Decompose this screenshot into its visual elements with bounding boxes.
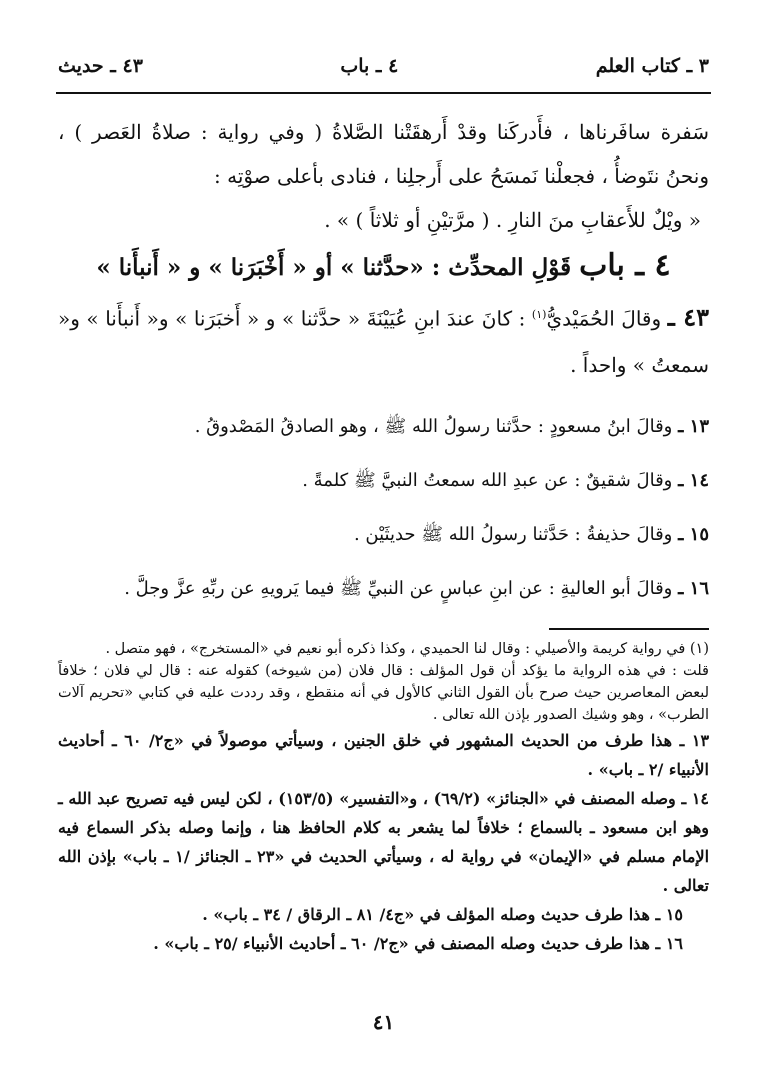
hadith-15-text: وقالَ حذيفةُ : حَدَّثنا رسولُ الله ﷺ حديثَيْن . <box>353 523 673 545</box>
hadith-13-text: وقالَ ابنُ مسعودٍ : حدَّثنا رسولُ الله ﷺ ، وهو الصادقُ المَصْدوقُ . <box>194 415 673 437</box>
hadith-14 <box>58 466 709 496</box>
header-chapter: ٤ ـ باب <box>340 55 399 77</box>
header-divider <box>56 92 711 94</box>
hadith-text-rest: : كانَ عندَ ابنِ عُيَيْنَةَ « حدَّثنا » و « أَخبَرَنا » و« أَنبأَنا » و« سمعتُ » واحداً . <box>58 306 709 377</box>
hadith-14-number: ١٤ ـ <box>678 469 709 491</box>
commentary-16: ١٦ ـ هذا طرف حديث وصله المصنف في «ج٢/ ٦٠ ـ أحاديث الأنبياء /٢٥ ـ باب» . <box>153 934 683 953</box>
footnotes-section <box>58 638 709 958</box>
main-text <box>58 110 709 604</box>
hadith-13 <box>58 412 709 442</box>
hadith-14-text: وقالَ شقيقٌ : عن عبدِ الله سمعتُ النبيَّ ﷺ كلمةً . <box>302 469 673 491</box>
page-number: ٤١ <box>372 1010 395 1034</box>
hadith-continuation: سَفرة سافَرناها ، فأَدركَنا وقدْ أَرهقَتْنا الصَّلاةُ ( وفي رواية : صلاةُ العَصر ) ، ونحنُ نتَوضأُ ، فجعلْنا نَمسَحُ على أَرجلِنا ، فنادى بأعلى صوْتِه : <box>58 120 709 188</box>
footnote-divider <box>549 628 709 630</box>
hadith-13-number: ١٣ ـ <box>678 415 709 437</box>
chapter-title: قَوْلِ المحدِّث : «حدَّثنا » أو « أَخْبَرَنا » و « أَنبأَنا » <box>96 254 572 281</box>
hadith-15-number: ١٥ ـ <box>678 523 709 545</box>
running-header <box>58 46 709 86</box>
header-hadith: ٤٣ ـ حديث <box>58 55 143 77</box>
footnote-marker: (١) <box>531 308 547 321</box>
hadith-16-number: ١٦ ـ <box>678 577 709 599</box>
hadith-number: ٤٣ ـ <box>667 302 710 332</box>
hadith-43 <box>58 292 709 388</box>
footnote-1: (١) في رواية كريمة والأصيلي : وقال لنا الحميدي ، وكذا ذكره أبو نعيم في «المستخرج» ، فهو متصل . <box>105 641 709 657</box>
chapter-number: ٤ ـ باب <box>579 248 671 283</box>
hadith-quote: « ويْلٌ للأَعقابِ منَ النارِ . ( مرَّتيْنِ أو ثلاثاً ) » . <box>324 208 701 232</box>
chapter-heading <box>58 242 709 292</box>
commentary-15: ١٥ ـ هذا طرف حديث وصله المؤلف في «ج٤/ ٨١ ـ الرقاق / ٣٤ ـ باب» . <box>202 905 683 924</box>
hadith-16 <box>58 574 709 604</box>
commentary-14: ١٤ ـ وصله المصنف في «الجنائز» (٦٩/٢) ، و«التفسير» (١٥٣/٥) ، لكن ليس فيه تصريح عبد الله ـ وهو ابن مسعود ـ بالسماع ؛ خلافاً لما يشعر به كلام الحافظ هنا ، وإنما وصله بذكر السماع فيه الإمام مسلم في «الإيمان» في رواية له ، وسيأتي الحديث في «٢٣ ـ الجنائز /١ ـ باب» بإذن الله تعالى . <box>58 789 710 895</box>
footnote-note: قلت : في هذه الرواية ما يؤكد أن قول المؤلف : قال فلان (من شيوخه) كقوله عنه : قال لي فلان ؛ خلافاً لبعض المعاصرين حيث صرح بأن القول الثاني كالأول في أنه منقطع ، وقد رددت عليه في كتابي «تحريم آلات الطرب» ، وهو وشيك الصدور بإذن الله تعالى . <box>58 663 709 723</box>
hadith-15 <box>58 520 709 550</box>
hadith-16-text: وقالَ أبو العاليةِ : عن ابنِ عباسٍ عن النبيِّ ﷺ فيما يَرويهِ عن ربِّهِ عزَّ وجلَّ . <box>124 577 673 599</box>
header-book-title: ٣ ـ كتاب العلم <box>595 55 709 77</box>
hadith-text-start: وقالَ الحُمَيْديُّ <box>546 306 662 331</box>
commentary-13: ١٣ ـ هذا طرف من الحديث المشهور في خلق الجنين ، وسيأتي موصولاً في «ج٢/ ٦٠ ـ أحاديث الأنبياء /٢ ـ باب» . <box>58 731 710 779</box>
